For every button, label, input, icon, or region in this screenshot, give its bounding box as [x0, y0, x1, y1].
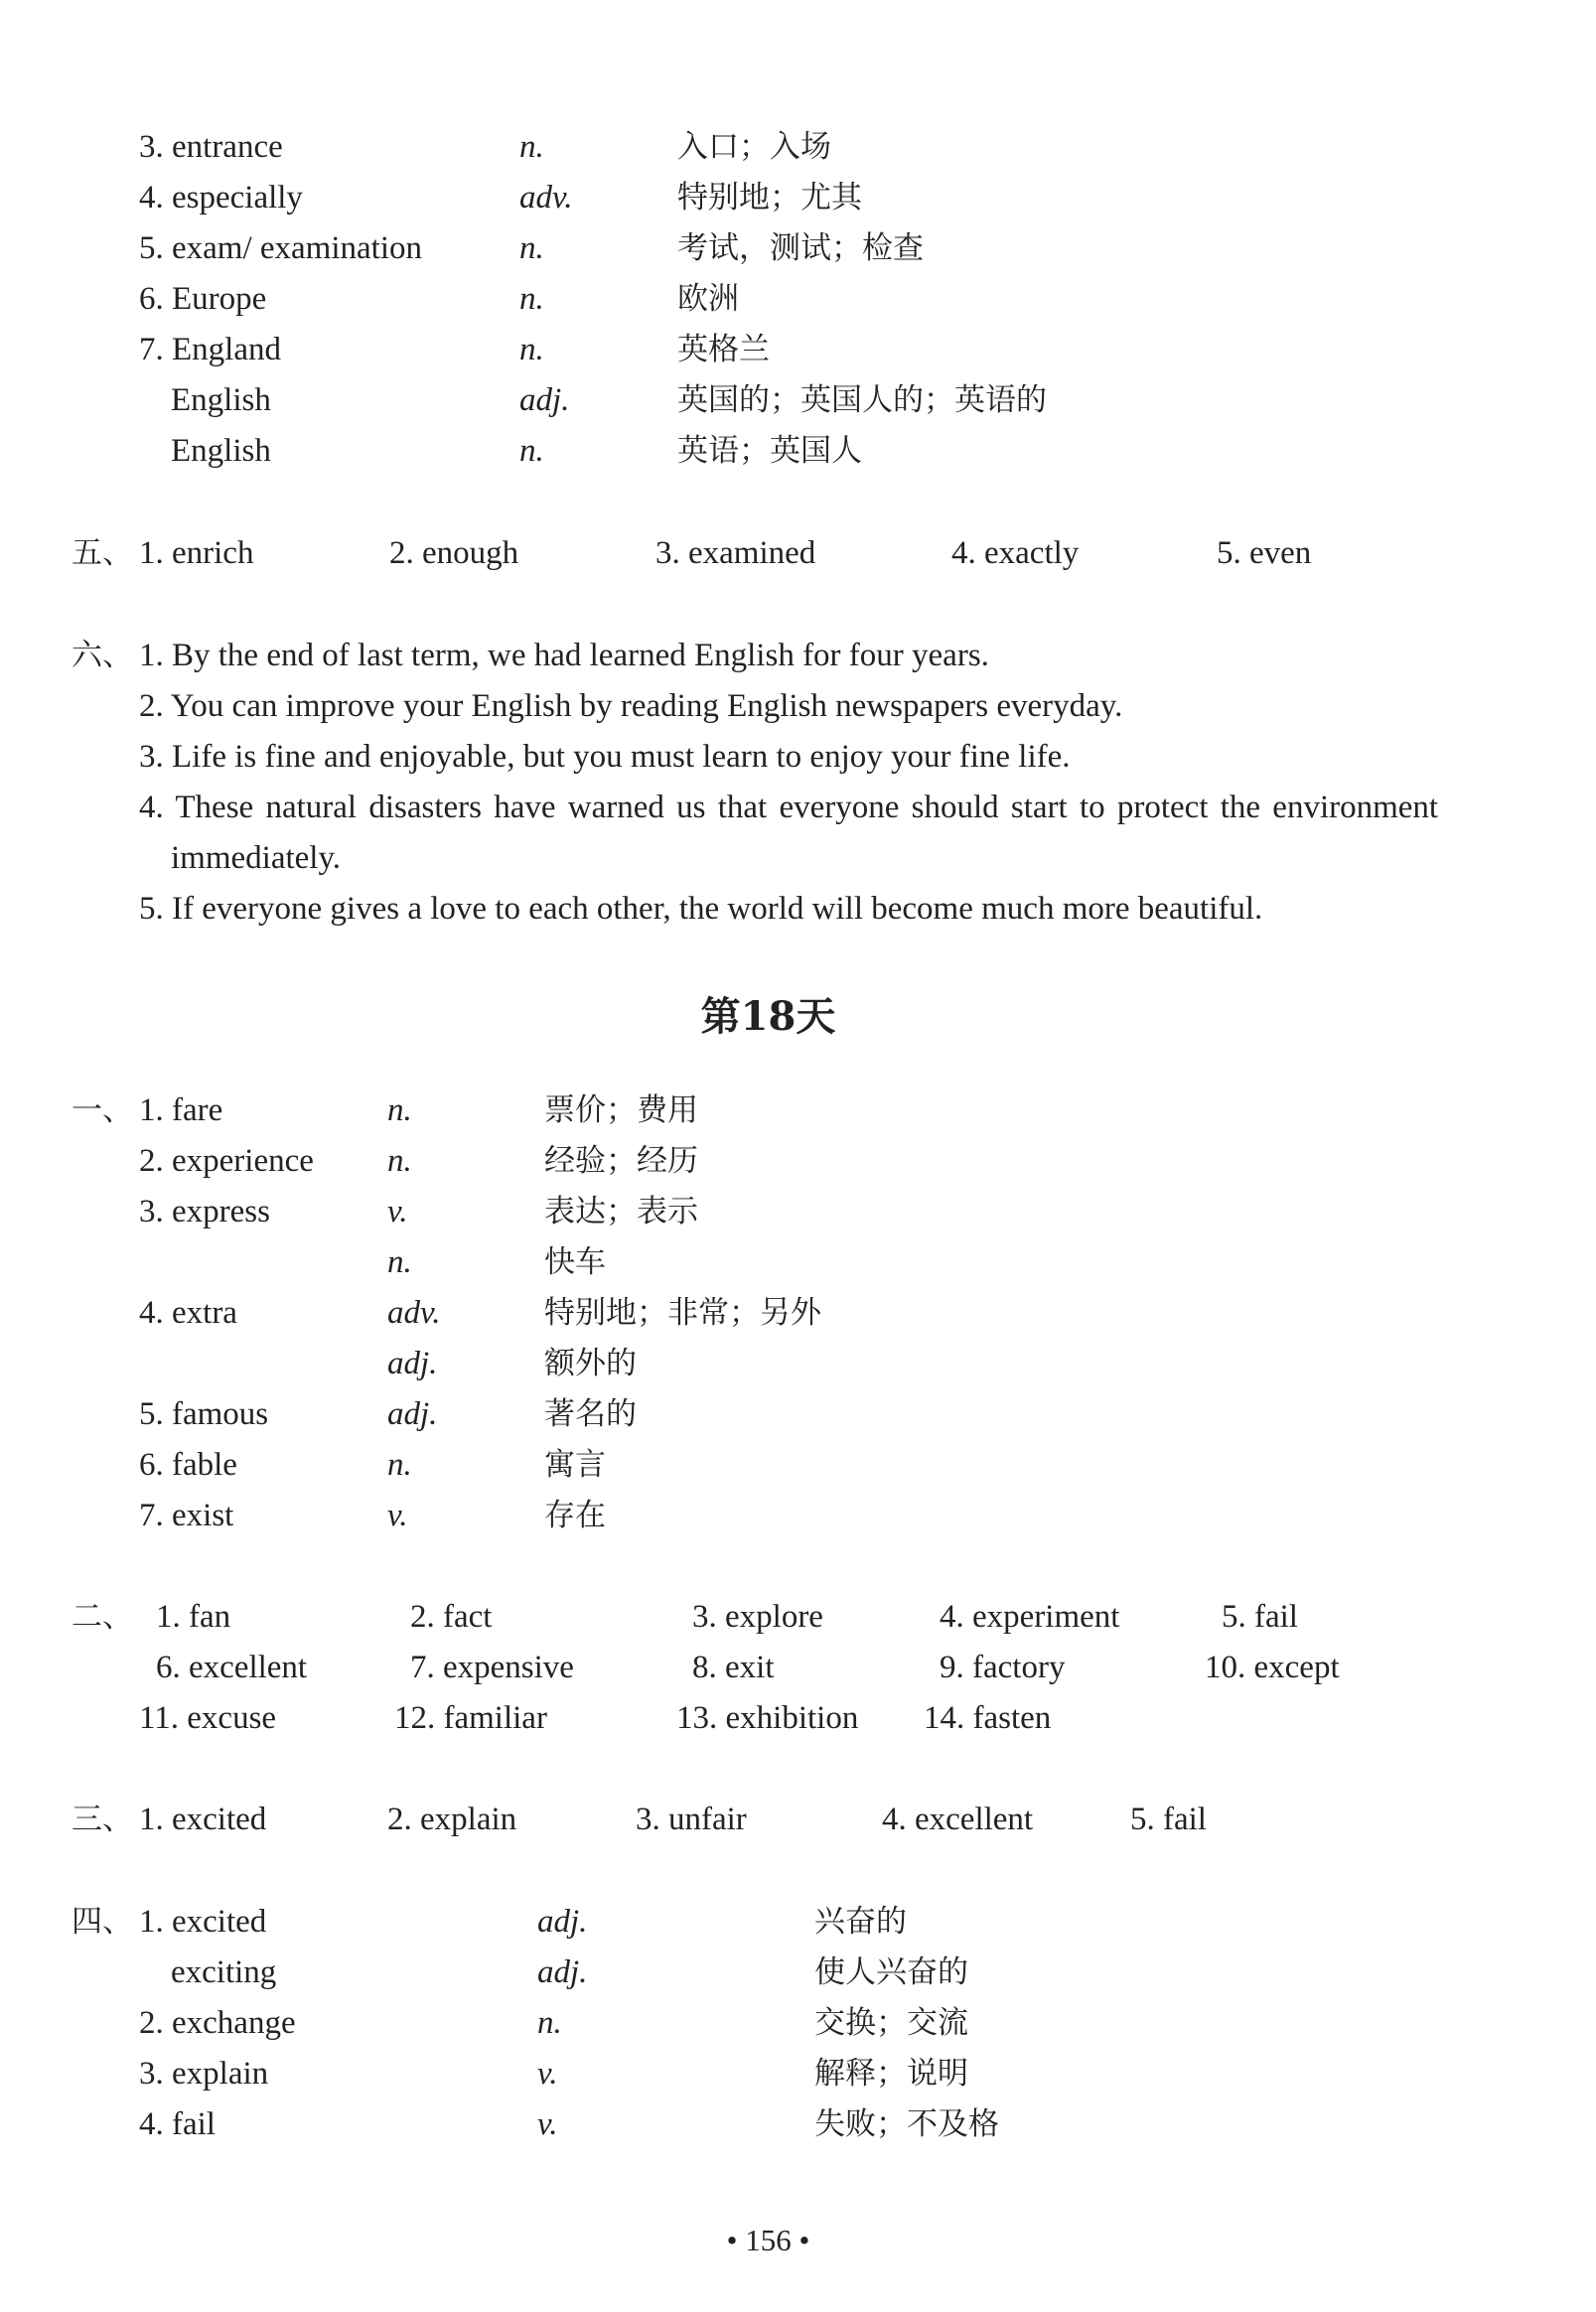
section-label: 四、: [72, 1904, 133, 1940]
answer-item: 3. explore: [692, 1599, 823, 1635]
answer-item: 2. fact: [410, 1599, 493, 1635]
sentence-text: immediately.: [171, 840, 342, 876]
vocab-meaning: 额外的: [544, 1346, 637, 1381]
answer-item: 3. unfair: [636, 1802, 747, 1837]
vocab-meaning: 英语；英国人: [677, 433, 862, 469]
vocab-meaning: 考试，测试；检查: [677, 230, 924, 266]
vocab-pos: n.: [387, 1244, 412, 1280]
vocab-word: 4. especially: [139, 180, 303, 216]
vocab-pos: adj.: [387, 1346, 438, 1381]
vocab-meaning: 英格兰: [677, 332, 770, 367]
vocab-meaning: 解释；说明: [814, 2056, 968, 2092]
vocab-word: 7. exist: [139, 1498, 234, 1533]
vocab-meaning: 经验；经历: [544, 1143, 698, 1179]
vocab-word: 6. Europe: [139, 281, 267, 317]
vocab-word: 7. England: [139, 332, 281, 367]
vocab-pos: n.: [387, 1143, 412, 1179]
vocab-meaning: 入口；入场: [677, 129, 831, 165]
vocab-meaning: 著名的: [544, 1396, 637, 1432]
section-label: 五、: [72, 535, 133, 571]
vocab-pos: n.: [519, 129, 544, 165]
sentence-text: 5. If everyone gives a love to each other, the world will become much more beautiful.: [139, 891, 1263, 927]
vocab-meaning: 表达；表示: [544, 1194, 698, 1229]
answer-item: 4. excellent: [882, 1802, 1034, 1837]
answer-item: 5. fail: [1130, 1802, 1207, 1837]
answer-item: 1. enrich: [139, 535, 254, 571]
vocab-meaning: 英国的；英国人的；英语的: [677, 382, 1047, 418]
vocab-pos: adv.: [387, 1295, 441, 1331]
answer-item: 3. examined: [655, 535, 816, 571]
vocab-meaning: 存在: [544, 1498, 606, 1533]
answer-item: 6. excellent: [156, 1650, 308, 1685]
vocab-word: 4. fail: [139, 2106, 216, 2142]
vocab-pos: n.: [387, 1092, 412, 1128]
answer-item: 4. experiment: [940, 1599, 1120, 1635]
sentence-text: 2. You can improve your English by reading English newspapers everyday.: [139, 688, 1123, 724]
vocab-word: 6. fable: [139, 1447, 237, 1483]
vocab-word: exciting: [171, 1954, 277, 1990]
vocab-word: 2. experience: [139, 1143, 314, 1179]
vocab-word: English: [171, 382, 271, 418]
vocab-word: English: [171, 433, 271, 469]
answer-item: 13. exhibition: [676, 1700, 859, 1736]
vocab-pos: n.: [519, 332, 544, 367]
answer-item: 2. enough: [389, 535, 519, 571]
vocab-meaning: 兴奋的: [814, 1904, 907, 1940]
vocab-pos: adj.: [519, 382, 570, 418]
vocab-meaning: 票价；费用: [544, 1092, 698, 1128]
answer-item: 9. factory: [940, 1650, 1066, 1685]
answer-item: 11. excuse: [139, 1700, 277, 1736]
answer-item: 14. fasten: [924, 1700, 1052, 1736]
answer-item: 8. exit: [692, 1650, 775, 1685]
vocab-word: 5. famous: [139, 1396, 269, 1432]
vocab-pos: n.: [519, 230, 544, 266]
vocab-meaning: 欧洲: [677, 281, 739, 317]
vocab-meaning: 特别地；非常；另外: [544, 1295, 821, 1331]
vocab-pos: v.: [387, 1194, 408, 1229]
vocab-word: 3. entrance: [139, 129, 283, 165]
page-number: • 156 •: [726, 2223, 810, 2257]
answer-item: 2. explain: [387, 1802, 517, 1837]
answer-item: 7. expensive: [410, 1650, 574, 1685]
vocab-pos: n.: [519, 433, 544, 469]
vocab-pos: adj.: [537, 1954, 588, 1990]
vocab-pos: n.: [519, 281, 544, 317]
vocab-pos: v.: [387, 1498, 408, 1533]
answer-item: 5. even: [1217, 535, 1312, 571]
section-label: 六、: [72, 638, 133, 673]
vocab-meaning: 特别地；尤其: [677, 180, 862, 216]
answer-item: 5. fail: [1222, 1599, 1298, 1635]
vocab-word: 5. exam/ examination: [139, 230, 422, 266]
section-label: 一、: [72, 1092, 133, 1128]
vocab-meaning: 寓言: [544, 1447, 606, 1483]
vocab-word: 1. excited: [139, 1904, 267, 1940]
vocab-pos: adj.: [387, 1396, 438, 1432]
vocab-pos: n.: [537, 2005, 562, 2041]
section-label: 二、: [72, 1599, 133, 1635]
answer-item: 4. exactly: [951, 535, 1080, 571]
vocab-meaning: 使人兴奋的: [814, 1954, 968, 1990]
answer-item: 12. familiar: [394, 1700, 547, 1736]
vocab-word: 4. extra: [139, 1295, 237, 1331]
vocab-meaning: 交换；交流: [814, 2005, 968, 2041]
vocab-word: 2. exchange: [139, 2005, 296, 2041]
sentence-text: 3. Life is fine and enjoyable, but you must learn to enjoy your fine life.: [139, 739, 1071, 775]
sentence-text: 1. By the end of last term, we had learned English for four years.: [139, 638, 989, 673]
vocab-word: 1. fare: [139, 1092, 223, 1128]
section-label: 三、: [72, 1802, 133, 1837]
answer-item: 10. except: [1205, 1650, 1340, 1685]
sentence-text: 4. These natural disasters have warned us that everyone should start to protect the environment: [139, 790, 1439, 825]
answer-item: 1. excited: [139, 1802, 267, 1837]
vocab-pos: v.: [537, 2056, 558, 2092]
vocab-pos: v.: [537, 2106, 558, 2142]
day-title: 第18天: [700, 993, 836, 1040]
vocab-meaning: 快车: [544, 1244, 606, 1280]
vocab-meaning: 失败；不及格: [814, 2106, 999, 2142]
vocab-pos: adj.: [537, 1904, 588, 1940]
vocab-word: 3. explain: [139, 2056, 269, 2092]
vocab-pos: n.: [387, 1447, 412, 1483]
vocab-pos: adv.: [519, 180, 573, 216]
answer-item: 1. fan: [156, 1599, 231, 1635]
vocab-word: 3. express: [139, 1194, 270, 1229]
